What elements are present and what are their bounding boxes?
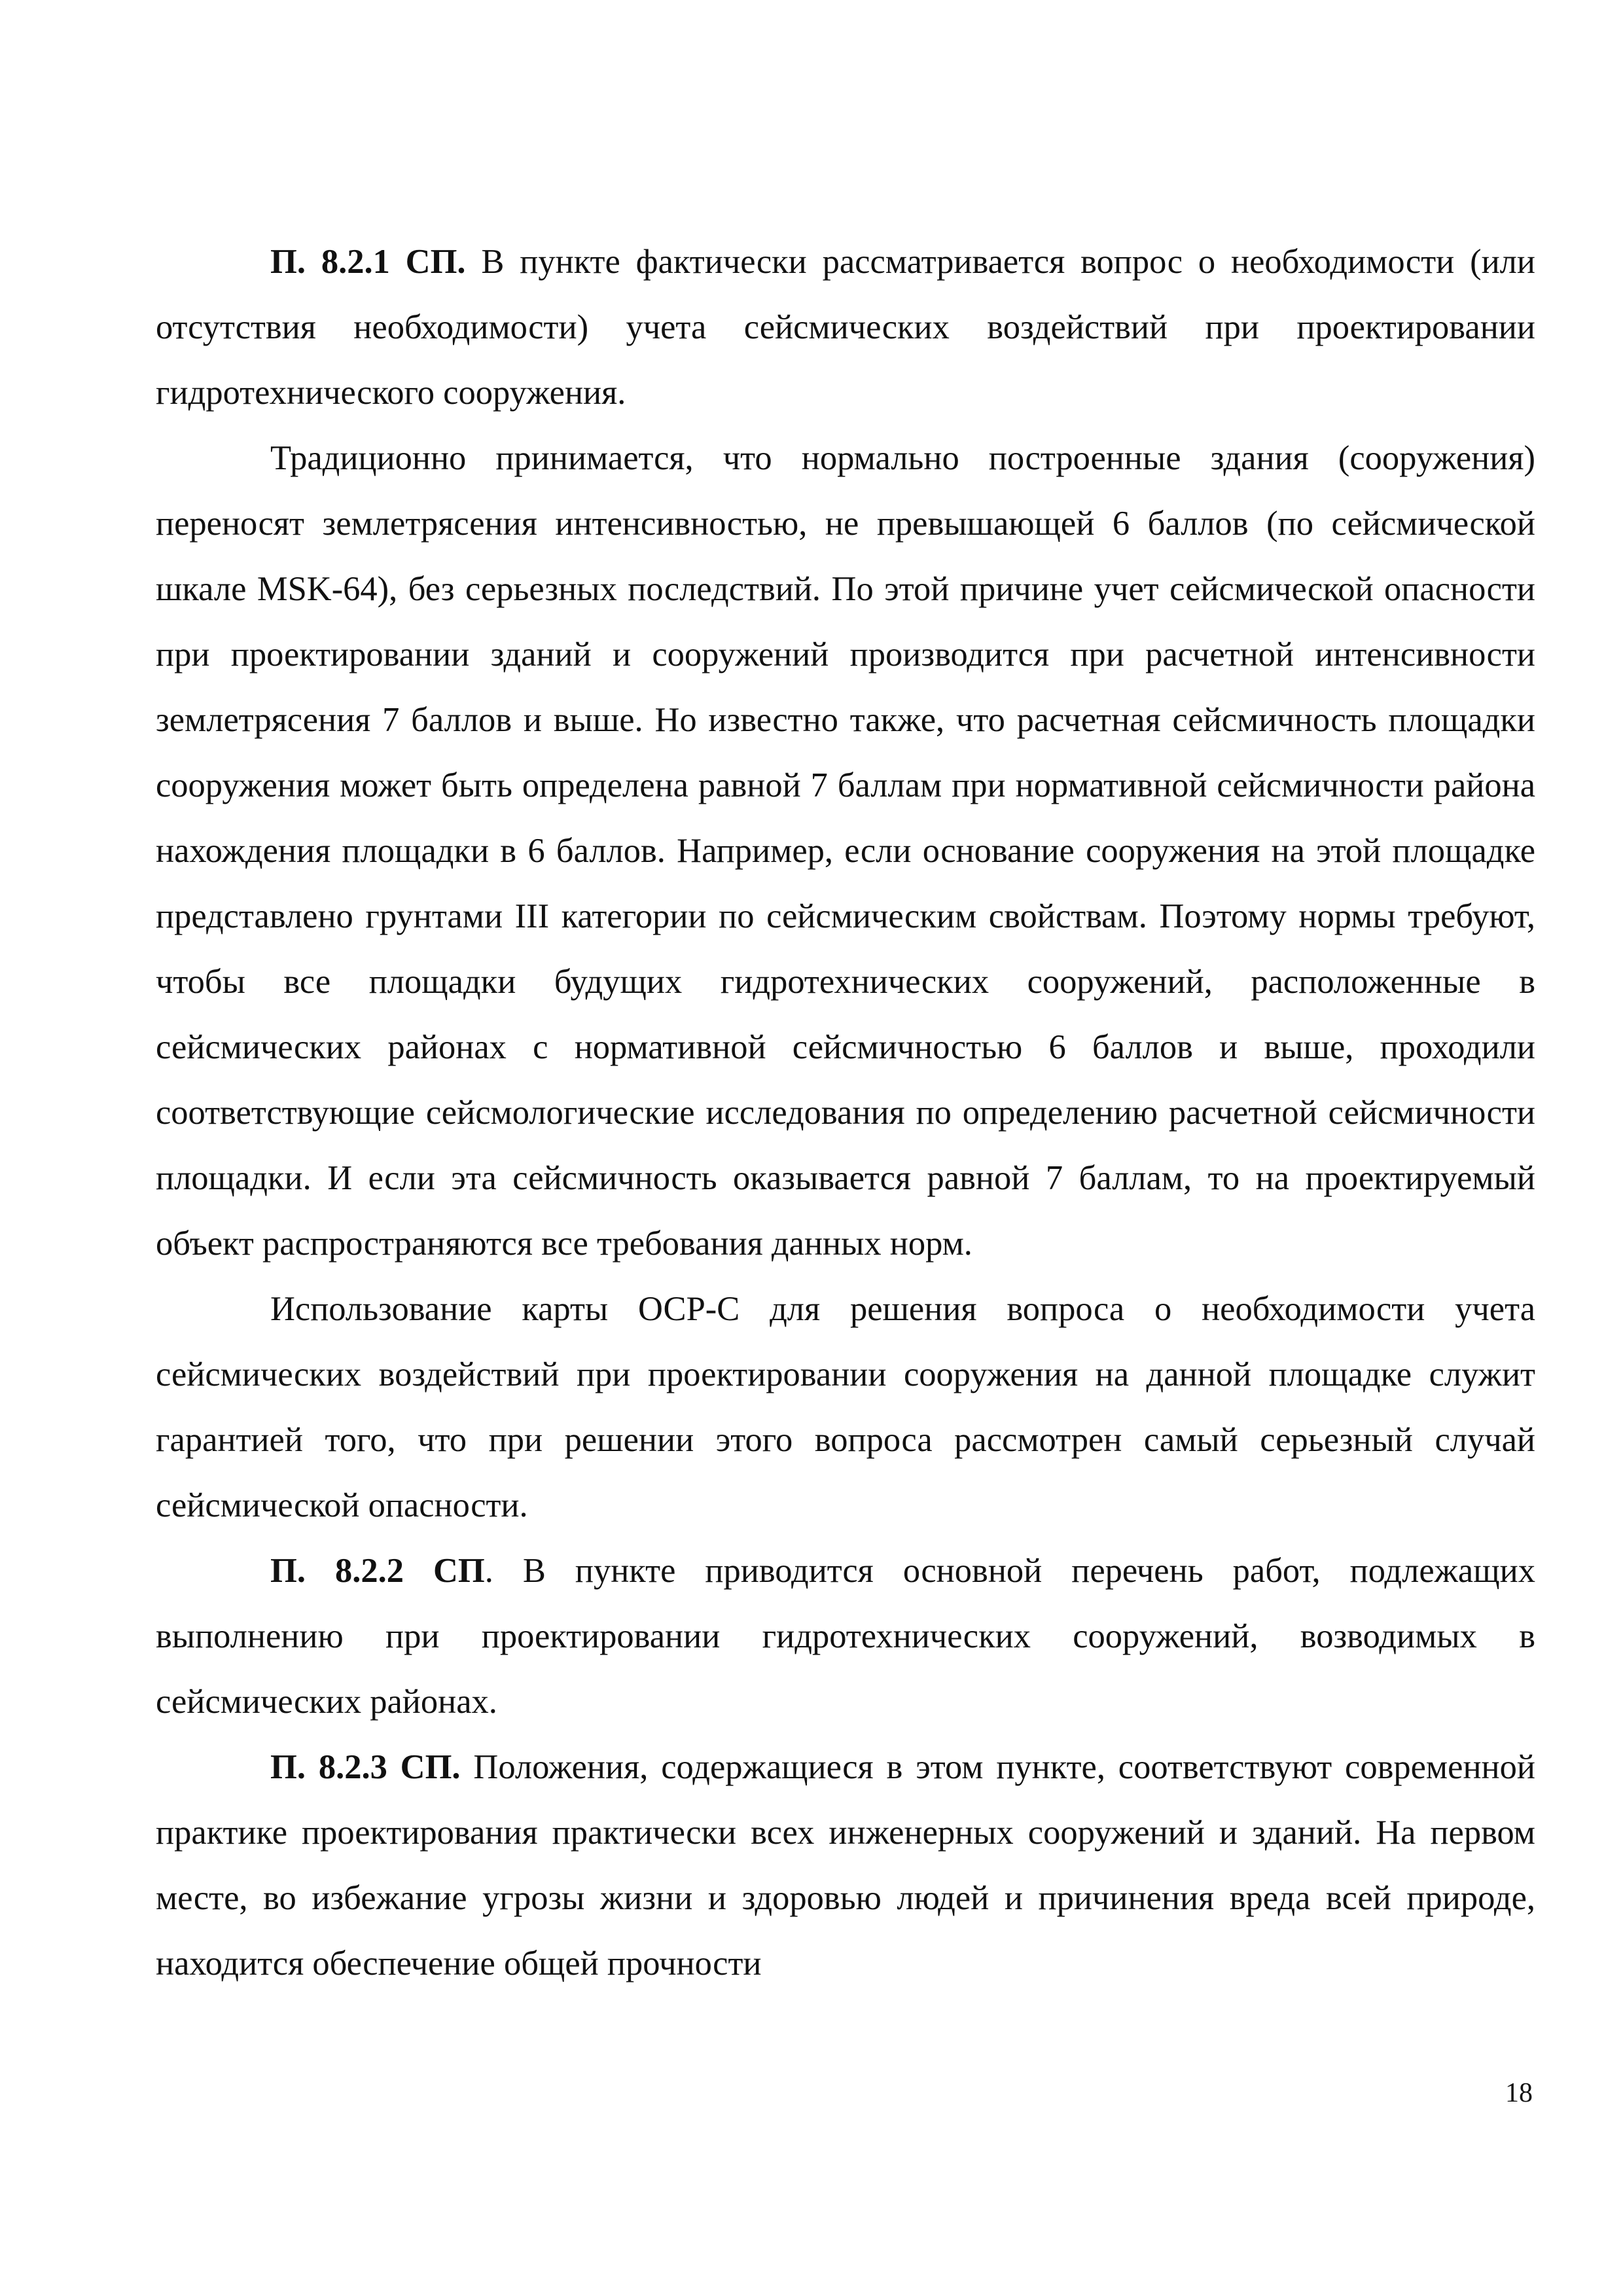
clause-heading: П. 8.2.1 СП.: [270, 243, 466, 281]
page-body: [156, 229, 1535, 1996]
paragraph-8-2-2: [156, 1538, 1535, 1734]
paragraph-osr-map: [156, 1276, 1535, 1538]
clause-heading: П. 8.2.3 СП.: [270, 1748, 461, 1786]
paragraph-text: . В пункте приводится основной перечень работ, подлежащих выполнению при проектировании гидротехнических сооружений, возводимых в сейсмических районах.: [156, 1552, 1535, 1721]
paragraph-8-2-1: [156, 229, 1535, 425]
paragraph-seismic-intensity: [156, 425, 1535, 1276]
paragraph-text: Традиционно принимается, что нормально построенные здания (сооружения) переносят землетрясения интенсивностью, не превышающей 6 баллов (по сейсмической шкале MSK-64), без серьезных последствий. По этой причине учет сейсмической опасности при проектировании зданий и сооружений производится при расчетной интенсивности землетрясения 7 баллов и выше. Но известно также, что расчетная сейсмичность площадки сооружения может быть определена равной 7 баллам при нормативной сейсмичности района нахождения площадки в 6 баллов. Например, если основание сооружения на этой площадке представлено грунтами III категории по сейсмическим свойствам. Поэтому нормы требуют, чтобы все площадки будущих гидротехнических сооружений, расположенные в сейсмических районах с нормативной сейсмичностью 6 баллов и выше, проходили соответствующие сейсмологические исследования по определению расчетной сейсмичности площадки. И если эта сейсмичность оказывается равной 7 баллам, то на проектируемый объект распространяются все требования данных норм.: [156, 439, 1535, 1263]
paragraph-text: Положения, содержащиеся в этом пункте, соответствуют современной практике проектирования практически всех инженерных сооружений и зданий. На первом месте, во избежание угрозы жизни и здоровью людей и причинения вреда всей природе, находится обеспечение общей прочности: [156, 1748, 1535, 1982]
paragraph-8-2-3: [156, 1734, 1535, 1996]
paragraph-text: Использование карты ОСР-С для решения вопроса о необходимости учета сейсмических воздействий при проектировании сооружения на данной площадке служит гарантией того, что при решении этого вопроса рассмотрен самый серьезный случай сейсмической опасности.: [156, 1290, 1535, 1524]
clause-heading: П. 8.2.2 СП: [270, 1552, 485, 1590]
page-number: 18: [1505, 2078, 1533, 2108]
paragraph-text: В пункте фактически рассматривается вопрос о необходимости (или отсутствия необходимости) учета сейсмических воздействий при проектировании гидротехнического сооружения.: [156, 243, 1535, 412]
